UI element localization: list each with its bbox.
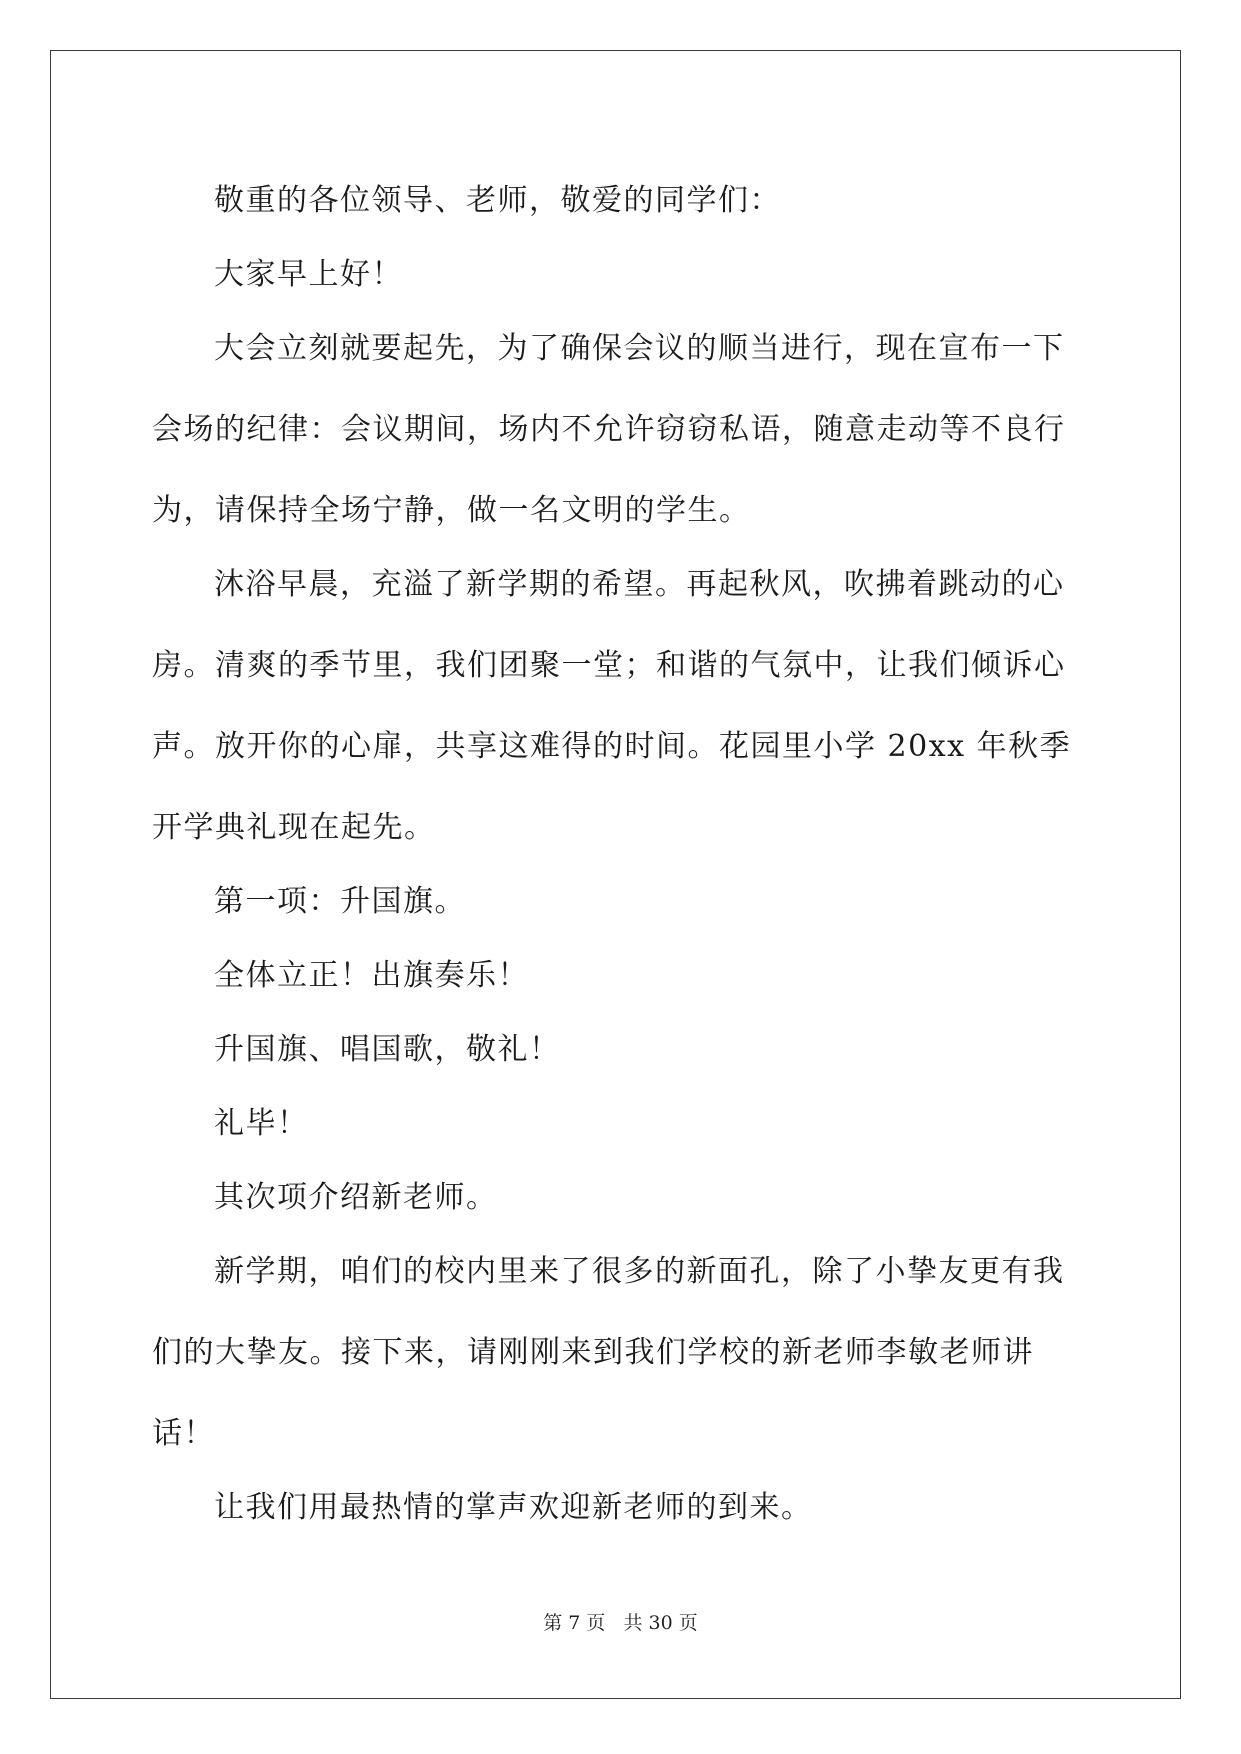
page-total: 共 30 页: [623, 1612, 698, 1634]
paragraph: 第一项：升国旗。: [214, 884, 466, 919]
paragraph: 新学期，咱们的校内里来了很多的新面孔，除了小挚友更有我们的大挚友。接下来，请刚刚来到我们学校的新老师李敏老师讲话！: [152, 1254, 1065, 1451]
paragraph: 大会立刻就要起先，为了确保会议的顺当进行，现在宣布一下会场的纪律：会议期间，场内不允许窃窃私语，随意走动等不良行为，请保持全场宁静，做一名文明的学生。: [152, 331, 1066, 528]
paragraph: 沐浴早晨，充溢了新学期的希望。再起秋风，吹拂着跳动的心房。清爽的季节里，我们团聚一堂；和谐的气氛中，让我们倾诉心声。放开你的心扉，共享这难得的时间。花园里小学 20xx 年秋季开学典礼现在起先。: [152, 567, 1072, 845]
paragraph: 全体立正！出旗奏乐！: [214, 958, 529, 993]
paragraph: 让我们用最热情的掌声欢迎新老师的到来。: [214, 1490, 813, 1525]
paragraph: 大家早上好！: [214, 257, 403, 292]
paragraph: 礼毕！: [214, 1106, 309, 1141]
paragraph: 升国旗、唱国歌，敬礼！: [214, 1032, 561, 1067]
page-number: 第 7 页: [543, 1612, 606, 1634]
page-footer: [0, 1611, 1241, 1635]
paragraph: 其次项介绍新老师。: [214, 1180, 498, 1215]
document-body: [152, 160, 1092, 1548]
paragraph: 敬重的各位领导、老师，敬爱的同学们：: [214, 183, 781, 218]
